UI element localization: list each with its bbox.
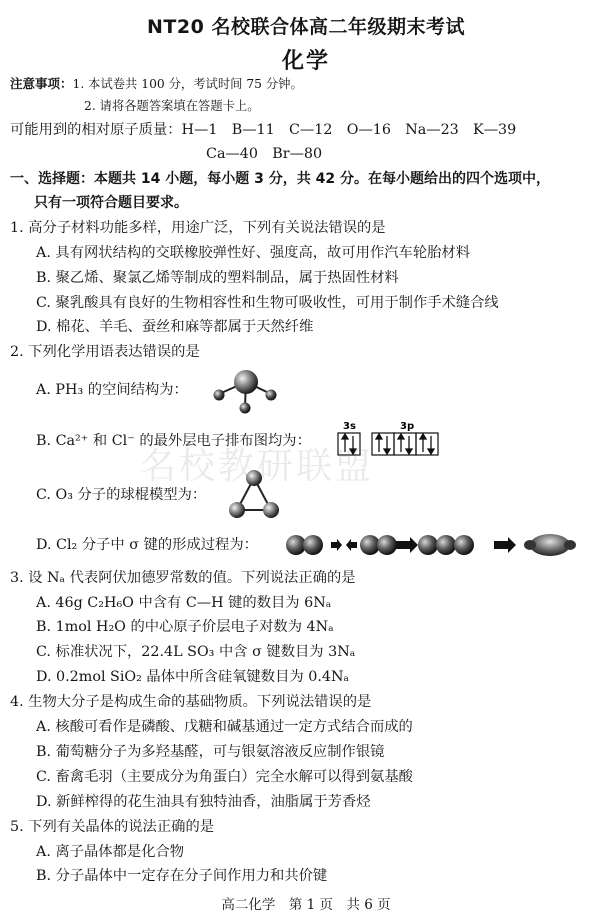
notes-item-2: 2. 请将各题答案填在答题卡上。 [84, 99, 260, 113]
atomic-masses-line-2: Ca—40 Br—80 [206, 146, 323, 162]
q3-option-b: B. 1mol H₂O 的中心原子价层电子对数为 4Nₐ [36, 619, 334, 635]
q4-option-b: B. 葡萄糖分子为多羟基醛，可与银氨溶液反应制作银镜 [36, 744, 385, 760]
notes-item-1: 1. 本试卷共 100 分，考试时间 75 分钟。 [72, 77, 303, 91]
q4-stem: 4. 生物大分子是构成生命的基础物质。下列说法错误的是 [10, 694, 372, 710]
exam-title: NT20 名校联合体高二年级期末考试 [147, 16, 465, 38]
q3-option-c: C. 标准状况下，22.4L SO₃ 中含 σ 键数目为 3Nₐ [36, 644, 356, 660]
q2-option-b: B. Ca²⁺ 和 Cl⁻ 的最外层电子排布图均为： [36, 433, 311, 449]
q1-option-c: C. 聚乳酸具有良好的生物相容性和生物可吸收性，可用于制作手术缝合线 [36, 295, 499, 311]
q2-option-c: C. O₃ 分子的球棍模型为： [36, 487, 207, 503]
page-footer: 高二化学 第 1 页 共 6 页 [221, 897, 391, 913]
q5-stem: 5. 下列有关晶体的说法正确的是 [10, 819, 215, 835]
q4-option-c: C. 畜禽毛羽（主要成分为角蛋白）完全水解可以得到氨基酸 [36, 769, 413, 785]
q5-option-a: A. 离子晶体都是化合物 [36, 844, 185, 860]
q5-option-b: B. 分子晶体中一定存在分子间作用力和共价键 [36, 868, 328, 884]
q1-option-a: A. 具有网状结构的交联橡胶弹性好、强度高，故可用作汽车轮胎材料 [36, 245, 471, 261]
q4-option-d: D. 新鲜榨得的花生油具有独特油香，油脂属于芳香烃 [36, 794, 371, 810]
bond-formation-diagram [284, 531, 584, 559]
q1-stem: 1. 高分子材料功能多样，用途广泛，下列有关说法错误的是 [10, 220, 386, 236]
q3-stem: 3. 设 Nₐ 代表阿伏加德罗常数的值。下列说法正确的是 [10, 570, 356, 586]
orbital-label-3p: 3p [400, 421, 415, 432]
notes-label: 注意事项： [10, 76, 73, 91]
q2-stem: 2. 下列化学用语表达错误的是 [10, 344, 200, 360]
q1-option-d: D. 棉花、羊毛、蚕丝和麻等都属于天然纤维 [36, 319, 314, 335]
section-heading-2: 只有一项符合题目要求。 [34, 195, 188, 211]
q4-option-a: A. 核酸可看作是磷酸、戊糖和碱基通过一定方式结合而成的 [36, 719, 413, 735]
q3-option-a: A. 46g C₂H₆O 中含有 C—H 键的数目为 6Nₐ [36, 595, 332, 611]
exam-subject: 化学 [281, 49, 330, 74]
watermark-text: 名校教研联盟 [140, 446, 375, 487]
q2-option-d: D. Cl₂ 分子中 σ 键的形成过程为： [36, 537, 258, 553]
section-heading-1: 一、选择题：本题共 14 小题，每小题 3 分，共 42 分。在每小题给出的四个选项中， [10, 171, 550, 187]
q1-option-b: B. 聚乙烯、聚氯乙烯等制成的塑料制品，属于热固性材料 [36, 270, 399, 286]
atomic-masses-line-1: 可能用到的相对原子质量：H—1 B—11 C—12 O—16 Na—23 K—39 [10, 122, 517, 138]
q2-option-a: A. PH₃ 的空间结构为： [36, 382, 188, 398]
orbital-label-3s: 3s [343, 421, 356, 432]
q3-option-d: D. 0.2mol SiO₂ 晶体中所含硅氧键数目为 0.4Nₐ [36, 669, 349, 685]
notes-line-1 [10, 74, 303, 94]
pyramidal-molecule-model [210, 368, 280, 416]
